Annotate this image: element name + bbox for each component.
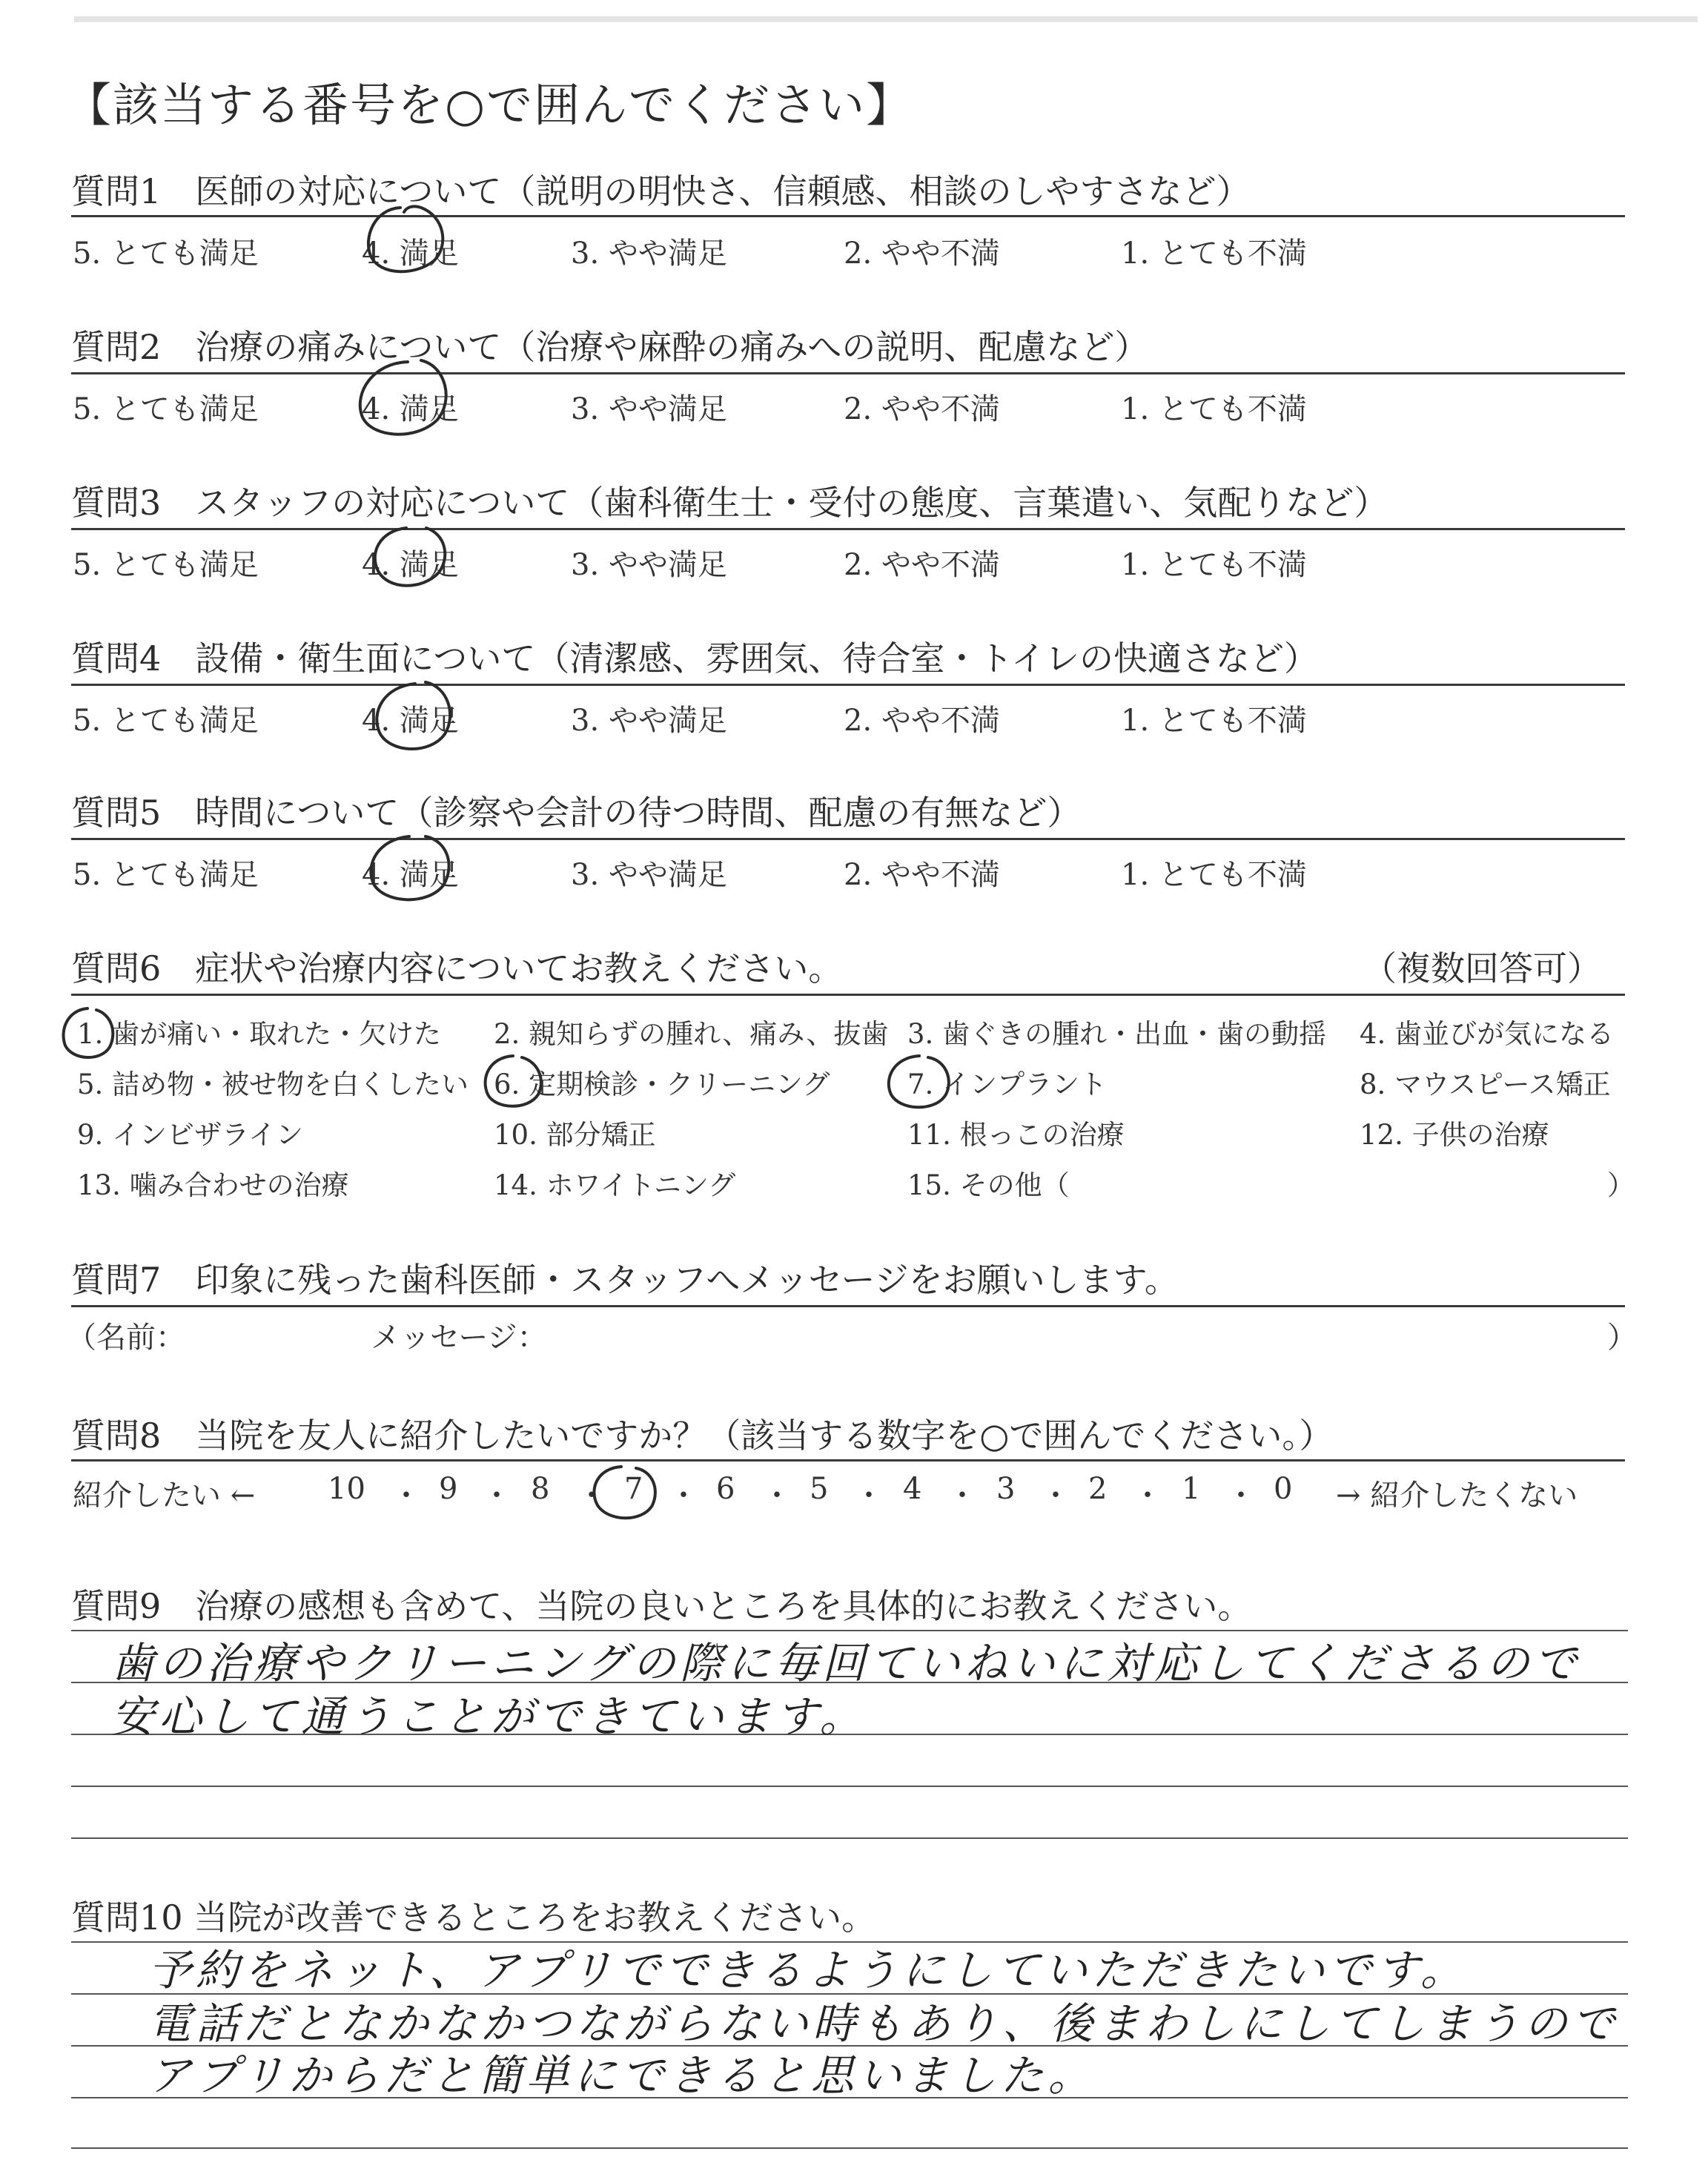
q6-title: 質問6 症状や治療内容についてお教えください。 — [71, 948, 843, 988]
q6-item-12[interactable]: 12. 子供の治療 — [1360, 1119, 1549, 1151]
q2-selection-circle — [360, 360, 446, 435]
q3-option-2[interactable]: 2. やや不満 — [844, 548, 1000, 582]
q4-option-3[interactable]: 3. やや満足 — [571, 704, 727, 738]
q6-item-7[interactable]: 7. インプラント — [907, 1069, 1108, 1100]
q3-option-1[interactable]: 1. とても不満 — [1121, 548, 1307, 582]
q6-item-6[interactable]: 6. 定期検診・クリーニング — [494, 1069, 830, 1100]
q8-scale-5[interactable]: 5 — [810, 1472, 829, 1506]
q3-selection-circle — [375, 528, 445, 586]
q7-name-label: （名前： — [67, 1321, 185, 1355]
q8-dot: ・ — [669, 1479, 698, 1513]
q5-option-1[interactable]: 1. とても不満 — [1121, 858, 1307, 892]
q6-item-9[interactable]: 9. インビザライン — [77, 1119, 303, 1151]
q8-scale-4[interactable]: 4 — [903, 1472, 922, 1506]
q4-option-4[interactable]: 4. 満足 — [362, 704, 459, 738]
q6-item-13[interactable]: 13. 噛み合わせの治療 — [77, 1169, 349, 1201]
q7-title: 質問7 印象に残った歯科医師・スタッフへメッセージをお願いします。 — [71, 1260, 1179, 1300]
q3-option-4[interactable]: 4. 満足 — [362, 548, 459, 582]
q8-title: 質問8 当院を友人に紹介したいですか？（該当する数字を○で囲んでください。） — [71, 1416, 1334, 1456]
q4-option-1[interactable]: 1. とても不満 — [1121, 704, 1307, 738]
q9-title: 質問9 治療の感想も含めて、当院の良いところを具体的にお教えください。 — [71, 1586, 1252, 1626]
q1-option-1[interactable]: 1. とても不満 — [1121, 237, 1307, 271]
q8-dot: ・ — [1226, 1479, 1256, 1513]
q8-selection-circle — [594, 1467, 655, 1518]
q2-option-1[interactable]: 1. とても不満 — [1121, 392, 1307, 426]
q7-message-label: メッセージ： — [371, 1321, 547, 1355]
q6-item-5[interactable]: 5. 詰め物・被せ物を白くしたい — [77, 1069, 469, 1100]
q6-selection-circle-7 — [889, 1056, 949, 1107]
q8-scale-0[interactable]: 0 — [1274, 1472, 1293, 1506]
q1-option-3[interactable]: 3. やや満足 — [571, 237, 727, 271]
q8-dot: ・ — [947, 1479, 977, 1513]
q4-option-5[interactable]: 5. とても満足 — [73, 704, 259, 738]
q8-scale-6[interactable]: 6 — [716, 1472, 735, 1506]
q8-dot: ・ — [1041, 1479, 1070, 1513]
q8-scale-3[interactable]: 3 — [996, 1472, 1016, 1506]
q1-selection-circle — [368, 206, 443, 271]
q6-item-10[interactable]: 10. 部分矯正 — [494, 1119, 656, 1151]
q8-dot: ・ — [482, 1479, 512, 1513]
q8-dot: ・ — [391, 1479, 421, 1513]
q10-title: 質問10 当院が改善できるところをお教えください。 — [71, 1898, 876, 1938]
q1-title: 質問1 医師の対応について（説明の明快さ、信頼感、相談のしやすさなど） — [71, 171, 1251, 211]
q6-item-4[interactable]: 4. 歯並びが気になる — [1360, 1018, 1615, 1050]
q9-answer-line-2[interactable]: 安心して通うことができています。 — [111, 1691, 867, 1742]
q5-selection-circle — [371, 836, 448, 899]
q5-option-3[interactable]: 3. やや満足 — [571, 858, 727, 892]
q2-option-4[interactable]: 4. 満足 — [362, 392, 459, 426]
q8-scale-1[interactable]: 1 — [1182, 1472, 1201, 1506]
q6-item-11[interactable]: 11. 根っこの治療 — [907, 1119, 1125, 1151]
q6-note: （複数回答可） — [1363, 948, 1601, 988]
q9-answer-line-1[interactable]: 歯の治療やクリーニングの際に毎回ていねいに対応してくださるので — [111, 1638, 1581, 1688]
form-heading: 【該当する番号を○で囲んでください】 — [65, 78, 914, 132]
q1-option-5[interactable]: 5. とても満足 — [73, 237, 259, 271]
q10-answer-line-1[interactable]: 予約をネット、アプリでできるようにしていただきたいです。 — [148, 1945, 1468, 1995]
q8-scale-9[interactable]: 9 — [439, 1472, 458, 1506]
q6-selection-circle-1 — [64, 1008, 113, 1057]
q8-scale-8[interactable]: 8 — [531, 1472, 550, 1506]
q4-option-2[interactable]: 2. やや不満 — [844, 704, 1000, 738]
q8-dot: ・ — [577, 1479, 606, 1513]
q6-item-15-close: ） — [1607, 1169, 1635, 1201]
q3-option-3[interactable]: 3. やや満足 — [571, 548, 727, 582]
q6-item-2[interactable]: 2. 親知らずの腫れ、痛み、抜歯 — [494, 1018, 889, 1050]
q5-option-2[interactable]: 2. やや不満 — [844, 858, 1000, 892]
q4-selection-circle — [377, 682, 450, 749]
q6-item-8[interactable]: 8. マウスピース矯正 — [1360, 1069, 1611, 1100]
q8-dot: ・ — [854, 1479, 884, 1513]
q1-option-2[interactable]: 2. やや不満 — [844, 237, 1000, 271]
q10-answer-line-2[interactable]: 電話だとなかなかつながらない時もあり、後まわしにしてしまうので — [148, 1998, 1620, 2049]
q8-scale-10[interactable]: 10 — [328, 1472, 365, 1506]
q2-title: 質問2 治療の痛みについて（治療や麻酔の痛みへの説明、配慮など） — [71, 327, 1149, 367]
q6-item-15[interactable]: 15. その他（ — [907, 1169, 1070, 1201]
q6-selection-circle-6 — [486, 1056, 541, 1106]
q7-close: ） — [1607, 1321, 1637, 1355]
q5-title: 質問5 時間について（診察や会計の待つ時間、配慮の有無など） — [71, 793, 1082, 833]
q3-option-5[interactable]: 5. とても満足 — [73, 548, 259, 582]
q6-item-14[interactable]: 14. ホワイトニング — [494, 1169, 736, 1201]
q8-left-label: 紹介したい ← — [73, 1479, 256, 1513]
q10-answer-line-3[interactable]: アプリからだと簡単にできると思いました。 — [148, 2050, 1096, 2101]
q8-scale-2[interactable]: 2 — [1088, 1472, 1108, 1506]
q2-option-2[interactable]: 2. やや不満 — [844, 392, 1000, 426]
q5-option-5[interactable]: 5. とても満足 — [73, 858, 259, 892]
q4-title: 質問4 設備・衛生面について（清潔感、雰囲気、待合室・トイレの快適さなど） — [71, 638, 1319, 678]
q6-item-3[interactable]: 3. 歯ぐきの腫れ・出血・歯の動揺 — [907, 1018, 1327, 1050]
q5-option-4[interactable]: 4. 満足 — [362, 858, 459, 892]
q8-dot: ・ — [1133, 1479, 1162, 1513]
q1-option-4[interactable]: 4. 満足 — [362, 237, 459, 271]
q8-dot: ・ — [762, 1479, 792, 1513]
q6-item-1[interactable]: 1. 歯が痛い・取れた・欠けた — [77, 1018, 442, 1050]
q3-title: 質問3 スタッフの対応について（歯科衛生士・受付の態度、言葉遣い、気配りなど） — [71, 483, 1388, 523]
q8-scale-7[interactable]: 7 — [624, 1472, 643, 1506]
q2-option-3[interactable]: 3. やや満足 — [571, 392, 727, 426]
q2-option-5[interactable]: 5. とても満足 — [73, 392, 259, 426]
q8-right-label: → 紹介したくない — [1336, 1479, 1578, 1513]
